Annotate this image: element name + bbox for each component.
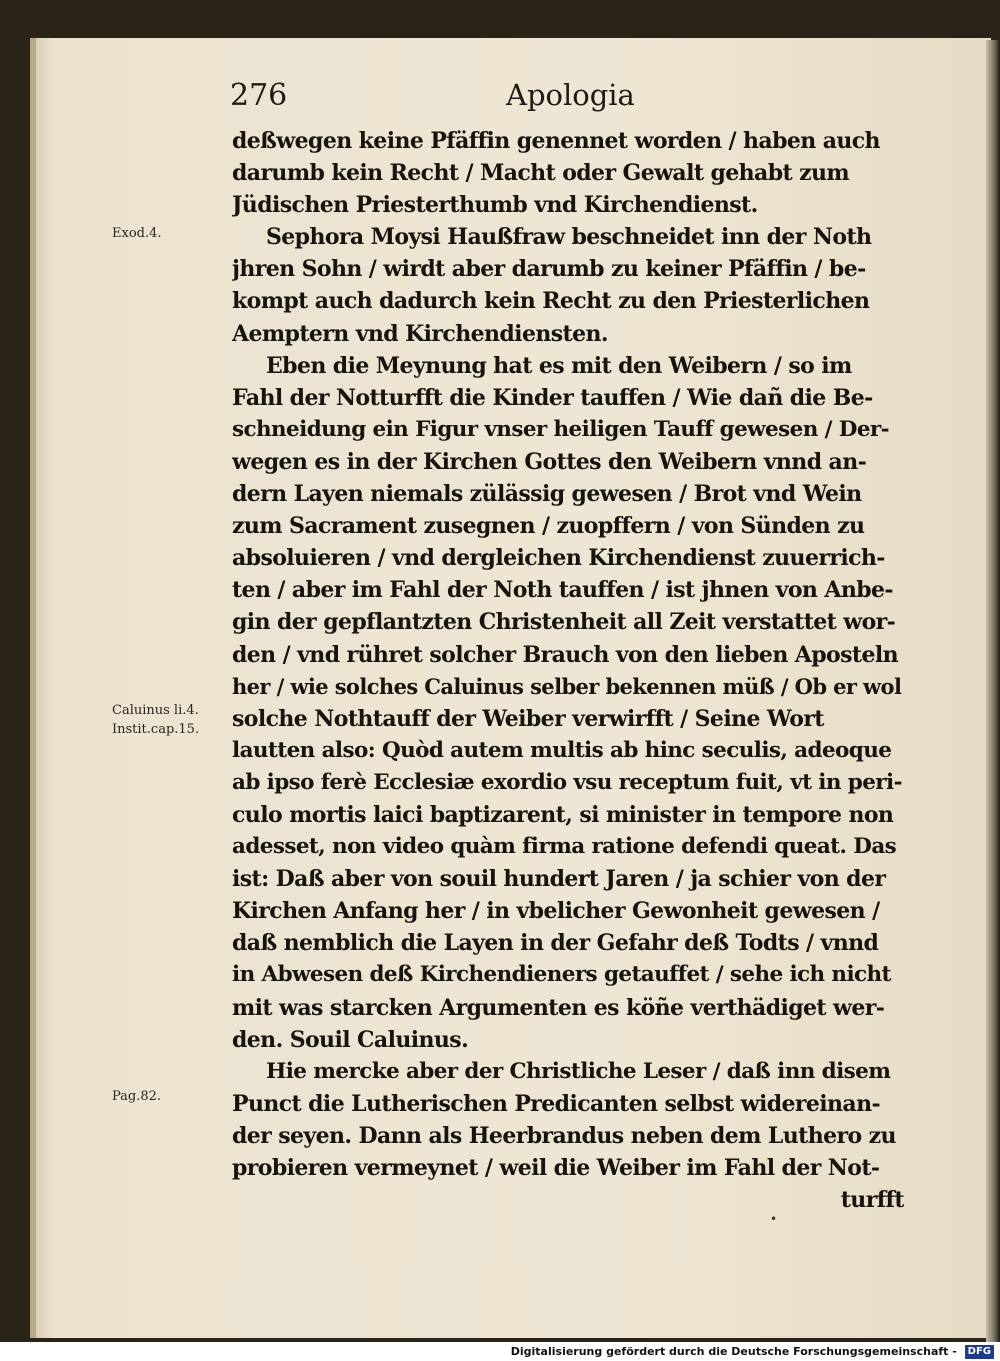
text-line: ist: Daß aber von souil hundert Jaren / ja schier von der [232, 866, 886, 893]
text-line: darumb kein Recht / Macht oder Gewalt gehabt zum [232, 160, 850, 187]
text-line: Fahl der Notturfft die Kinder tauffen / Wie dañ die Be- [232, 384, 873, 411]
text-line: Kirchen Anfang her / in vbelicher Gewonheit gewesen / [232, 898, 880, 925]
text-line: Punct die Lutherischen Predicanten selbst widereinan- [232, 1090, 880, 1117]
ink-speck: • [770, 1212, 778, 1226]
margin-note-exod: Exod.4. [112, 226, 162, 241]
text-line: den. Souil Caluinus. [232, 1026, 469, 1053]
text-line: kompt auch dadurch kein Recht zu den Priesterlichen [232, 288, 870, 315]
text-line: zum Sacrament zusegnen / zuopffern / von Sünden zu [232, 513, 865, 540]
credit-text: Digitalisierung gefördert durch die Deutsche Forschungsgemeinschaft - [510, 1345, 957, 1358]
text-line: her / wie solches Caluinus selber bekennen müß / Ob er wol [232, 673, 902, 699]
text-line: absoluieren / vnd dergleichen Kirchendienst zuuerrich- [232, 545, 885, 572]
text-line: probieren vermeynet / weil die Weiber im Fahl der Not- [232, 1155, 880, 1181]
text-line: ab ipso ferè Ecclesiæ exordio vsu receptum fuit, vt in peri- [232, 769, 902, 795]
text-line: Jüdischen Priesterthumb vnd Kirchendienst. [232, 192, 758, 219]
text-line: den / vnd rühret solcher Brauch von den lieben Aposteln [232, 641, 898, 668]
text-line: wegen es in der Kirchen Gottes den Weibern vnnd an- [232, 448, 867, 475]
text-line: culo mortis laici baptizarent, si minister in tempore non [232, 801, 894, 828]
text-line: lautten also: Quòd autem multis ab hinc seculis, adeoque [232, 737, 892, 763]
text-line: deßwegen keine Pfäffin genennet worden / haben auch [232, 128, 880, 154]
text-line: in Abwesen deß Kirchendieners getauffet / sehe ich nicht [232, 962, 891, 988]
text-line: Sephora Moysi Haußfraw beschneidet inn der Noth [266, 224, 872, 251]
text-line: ten / aber im Fahl der Noth tauffen / ist jhnen von Anbe- [232, 577, 893, 604]
page-edge-shadow [986, 40, 1000, 1342]
text-line: gin der gepflantzten Christenheit all Zeit verstattet wor- [232, 609, 896, 636]
digitization-credit [511, 1343, 994, 1361]
text-line: mit was starcken Argumenten es köñe verthädiget wer- [232, 994, 885, 1021]
margin-note-pag: Pag.82. [112, 1089, 162, 1104]
text-line: dern Layen niemals zülässig gewesen / Brot vnd Wein [232, 481, 862, 508]
text-line: jhren Sohn / wirdt aber darumb zu keiner Pfäffin / be- [232, 256, 866, 283]
margin-note-instit: Instit.cap.15. [112, 722, 200, 737]
text-line: Aemptern vnd Kirchendiensten. [232, 320, 608, 347]
page-number: 276 [230, 78, 288, 113]
text-line: der seyen. Dann als Heerbrandus neben dem Luthero zu [232, 1122, 896, 1149]
text-line: solche Nothtauff der Weiber verwirfft / Seine Wort [232, 705, 824, 732]
text-line: adesset, non video quàm firma ratione defendi queat. Das [232, 834, 897, 860]
dfg-logo: DFG [965, 1345, 994, 1359]
running-title: Apologia [506, 78, 635, 112]
text-line: Eben die Meynung hat es mit den Weibern / so im [266, 352, 852, 379]
text-line: daß nemblich die Layen in der Gefahr deß Todts / vnnd [232, 930, 879, 957]
body-text [232, 125, 904, 1216]
margin-note-caluinus: Caluinus li.4. [112, 703, 199, 718]
catchword: turfft [840, 1187, 904, 1214]
text-line: schneidung ein Figur vnser heiligen Tauff gewesen / Der- [232, 416, 889, 442]
text-line: Hie mercke aber der Christliche Leser / daß inn disem [266, 1058, 891, 1084]
